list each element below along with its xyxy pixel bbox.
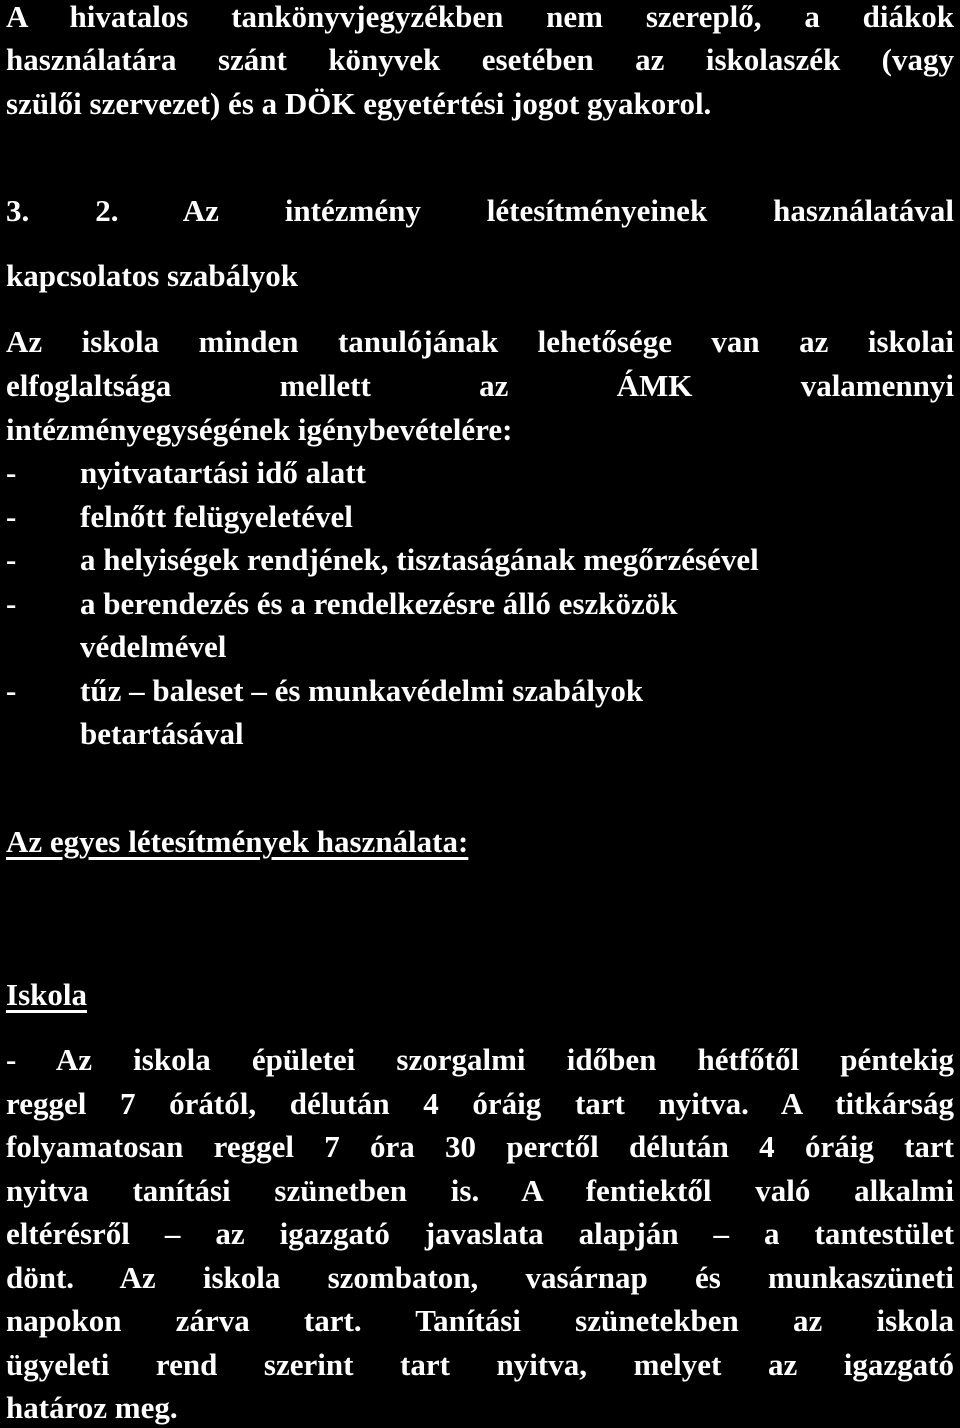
school-paragraph-line-3: folyamatosan reggel 7 óra 30 perctől délután 4 óráig tart: [6, 1129, 954, 1164]
school-paragraph-line-9: határoz meg.: [6, 1390, 178, 1425]
rules-intro-line-3: intézményegységének igénybevételére:: [6, 412, 513, 447]
list-item: [6, 501, 353, 532]
intro-line-3: szülői szervezet) és a DÖK egyetértési jogot gyakorol.: [6, 86, 712, 121]
list-item-text: a berendezés és a rendelkezésre álló eszközök: [80, 586, 678, 621]
list-item-text: felnőtt felügyeletével: [80, 499, 353, 534]
school-paragraph-line-1: - Az iskola épületei szorgalmi időben hétfőtől péntekig: [6, 1042, 954, 1077]
list-item-continuation: védelmével: [80, 629, 227, 664]
school-paragraph-line-8: ügyeleti rend szerint tart nyitva, melyet az igazgató: [6, 1347, 954, 1382]
rules-intro-line-1: Az iskola minden tanulójának lehetősége van az iskolai: [6, 324, 954, 359]
list-item: [6, 544, 759, 575]
intro-line-1: A hivatalos tankönyvjegyzékben nem szereplő, a diákok: [6, 0, 954, 34]
school-paragraph-line-2: reggel 7 órától, délután 4 óráig tart nyitva. A titkárság: [6, 1086, 954, 1121]
school-paragraph-line-7: napokon zárva tart. Tanítási szünetekben az iskola: [6, 1303, 954, 1338]
list-item: [6, 457, 366, 488]
section-heading-line-2: kapcsolatos szabályok: [6, 258, 298, 293]
list-dash: -: [6, 455, 17, 490]
list-dash: -: [6, 499, 17, 534]
section-heading-line-1: 3. 2. Az intézmény létesítményeinek használatával: [6, 193, 954, 228]
school-paragraph-line-4: nyitva tanítási szünetben is. A fentiektől való alkalmi: [6, 1173, 954, 1208]
list-item: [6, 588, 678, 619]
list-dash: -: [6, 542, 17, 577]
list-item-text: nyitvatartási idő alatt: [80, 455, 366, 490]
usage-heading: Az egyes létesítmények használata:: [6, 824, 469, 859]
list-item: [6, 675, 643, 706]
school-paragraph-line-6: dönt. Az iskola szombaton, vasárnap és munkaszüneti: [6, 1260, 954, 1295]
school-paragraph-line-5: eltérésről – az igazgató javaslata alapján – a tantestület: [6, 1216, 954, 1251]
list-item-continuation: betartásával: [80, 716, 244, 751]
school-heading: Iskola: [6, 977, 87, 1012]
list-dash: -: [6, 673, 17, 708]
list-dash: -: [6, 586, 17, 621]
rules-intro-line-2: elfoglaltsága mellett az ÁMK valamennyi: [6, 368, 954, 403]
intro-line-2: használatára szánt könyvek esetében az iskolaszék (vagy: [6, 42, 954, 77]
list-item-text: a helyiségek rendjének, tisztaságának megőrzésével: [80, 542, 759, 577]
list-item-text: tűz – baleset – és munkavédelmi szabályok: [80, 673, 644, 708]
